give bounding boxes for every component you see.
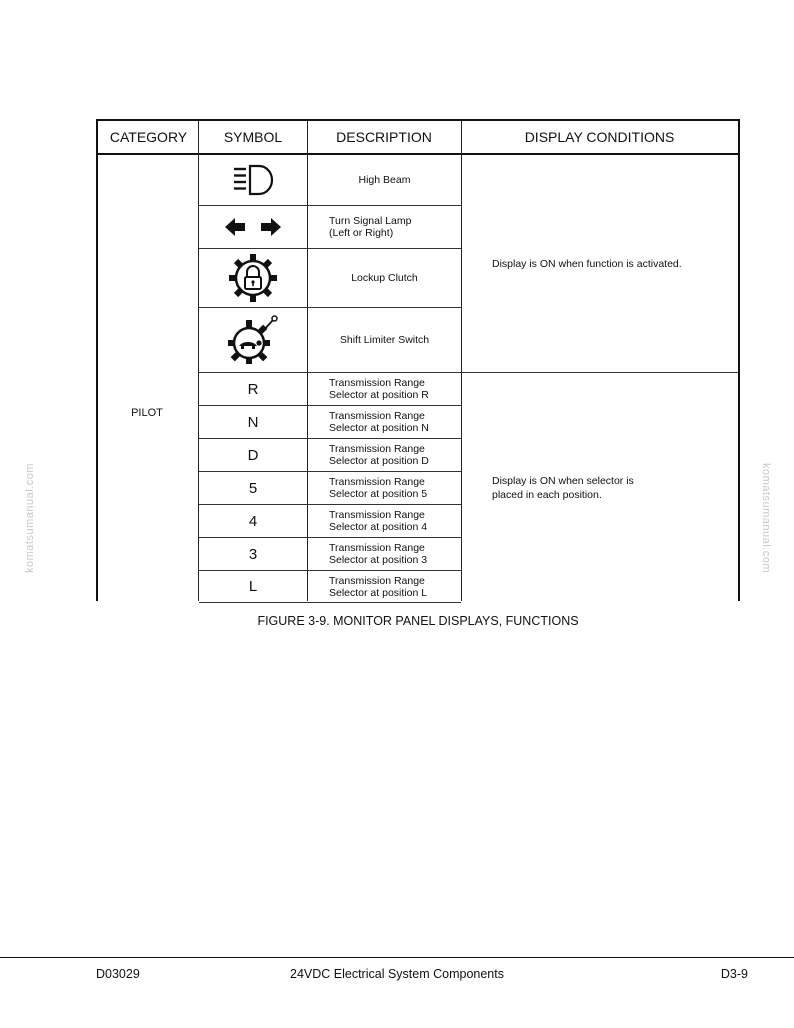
range-symbol-d: D — [247, 446, 259, 464]
description-cell: Shift Limiter Switch — [339, 334, 430, 346]
description-cell: Transmission Range Selector at position R — [329, 377, 429, 401]
symbol-cell — [199, 308, 307, 372]
description-cell: Transmission Range Selector at position 4 — [329, 509, 428, 533]
display-condition-activated: Display is ON when function is activated. — [492, 257, 682, 270]
watermark-right: komatsumanual.com — [760, 463, 772, 573]
header-description: DESCRIPTION — [307, 121, 461, 155]
high-beam-icon — [229, 163, 277, 197]
range-symbol-r: R — [247, 380, 259, 398]
header-display-conditions: DISPLAY CONDITIONS — [461, 121, 738, 155]
footer-page-number: D3-9 — [720, 967, 748, 981]
lockup-clutch-icon — [228, 253, 278, 303]
footer-divider — [0, 957, 794, 958]
description-cell: Transmission Range Selector at position 5 — [329, 476, 428, 500]
description-cell: Transmission Range Selector at position L — [329, 574, 428, 599]
description-cell: Transmission Range Selector at position N — [329, 410, 429, 434]
figure-caption: FIGURE 3-9. MONITOR PANEL DISPLAYS, FUNCTIONS — [257, 614, 579, 628]
turn-signal-arrows-icon — [223, 216, 283, 238]
footer-document-id: D03029 — [96, 967, 140, 981]
display-condition-selector: Display is ON when selector is placed in each position. — [492, 474, 634, 501]
symbol-cell — [199, 206, 307, 248]
symbol-cell — [199, 249, 307, 307]
footer-section-title: 24VDC Electrical System Components — [290, 967, 504, 981]
symbol-cell — [199, 155, 307, 205]
monitor-panel-table — [96, 119, 740, 601]
row-divider — [199, 602, 461, 603]
range-symbol-n: N — [247, 413, 259, 431]
description-cell: Lockup Clutch — [351, 272, 418, 284]
watermark-left: komatsumanual.com — [24, 463, 36, 573]
header-symbol: SYMBOL — [199, 121, 307, 155]
description-cell: High Beam — [358, 174, 411, 186]
description-cell: Turn Signal Lamp (Left or Right) — [329, 215, 412, 239]
range-symbol-4: 4 — [248, 512, 258, 530]
range-symbol-l: L — [248, 578, 258, 595]
description-cell: Transmission Range Selector at position 3 — [329, 542, 428, 566]
header-category: CATEGORY — [98, 121, 199, 155]
range-symbol-5: 5 — [248, 479, 258, 497]
category-pilot: PILOT — [131, 407, 163, 419]
range-symbol-3: 3 — [248, 545, 258, 563]
description-cell: Transmission Range Selector at position D — [329, 443, 429, 467]
shift-limiter-icon — [225, 312, 281, 368]
